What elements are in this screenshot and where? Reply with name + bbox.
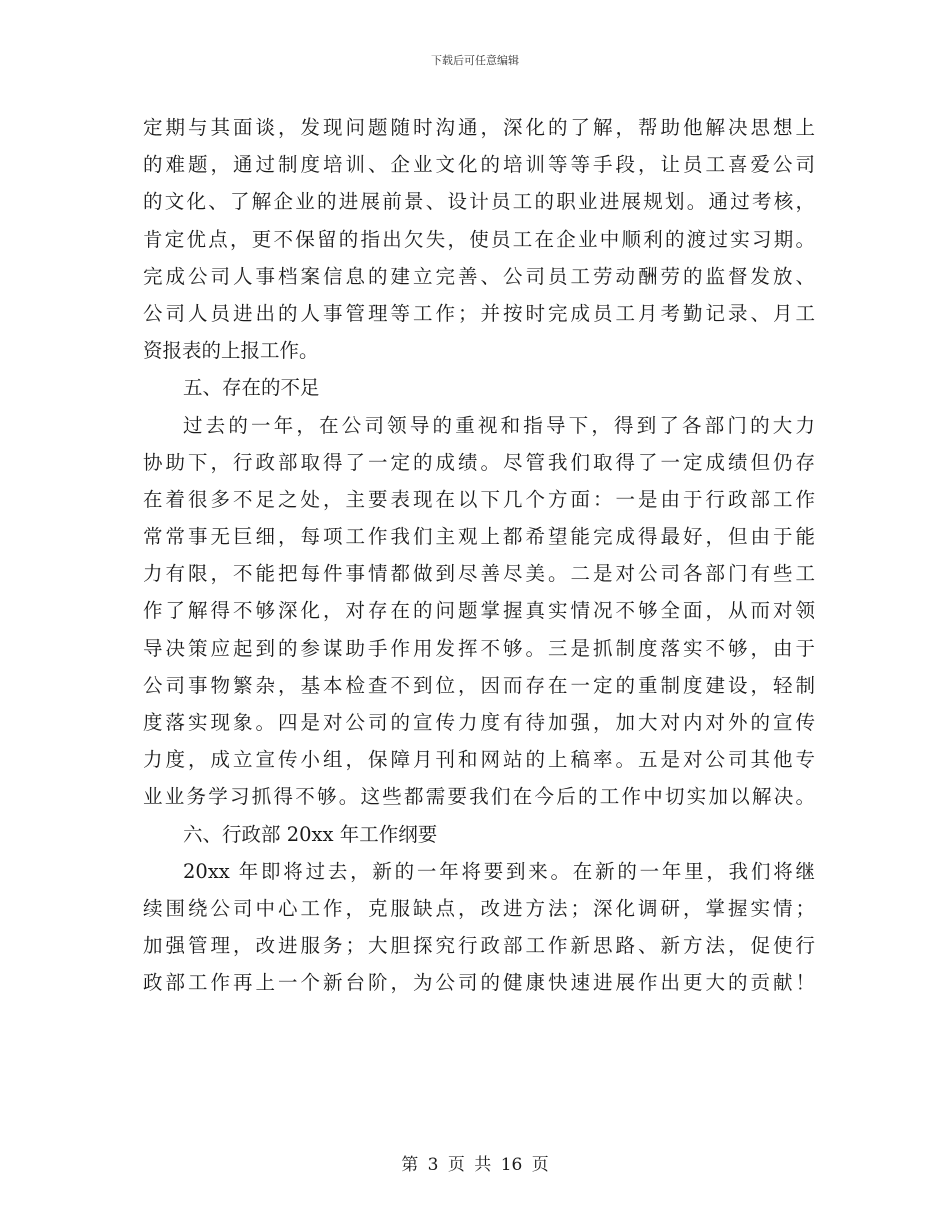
text-line: 过去的一年，在公司领导的重视和指导下，得到了各部门的大力 (183, 413, 815, 437)
text-line: 资报表的上报工作。 (143, 339, 319, 363)
text-line: 完成公司人事档案信息的建立完善、公司员工劳动酬劳的监督发放、 (143, 264, 815, 288)
text-line: 度落实现象。四是对公司的宣传力度有待加强，加大对内对外的宣传 (143, 711, 815, 734)
text-line: 肯定优点，更不保留的指出欠失，使员工在企业中顺利的渡过实习期。 (143, 227, 815, 251)
text-line: 20xx 年即将过去，新的一年将要到来。在新的一年里，我们将继 (183, 859, 815, 883)
text-line: 加强管理，改进服务；大胆探究行政部工作新思路、新方法，促使行 (143, 934, 815, 958)
text-line: 作了解得不够深化，对存在的问题掌握真实情况不够全面，从而对领 (143, 599, 815, 623)
text-line: 政部工作再上一个新台阶，为公司的健康快速进展作出更大的贡献！ (143, 971, 815, 995)
text-line: 力有限，不能把每件事情都做到尽善尽美。二是对公司各部门有些工 (143, 562, 815, 586)
text-line: 的难题，通过制度培训、企业文化的培训等等手段，让员工喜爱公司 (143, 153, 815, 177)
text-line: 六、行政部 20xx 年工作纲要 (183, 822, 438, 846)
text-line: 力度，成立宣传小组，保障月刊和网站的上稿率。五是对公司其他专 (143, 748, 815, 772)
text-line: 定期与其面谈，发现问题随时沟通，深化的了解，帮助他解决思想上 (143, 116, 815, 139)
text-line: 公司事物繁杂，基本检查不到位，因而存在一定的重制度建设，轻制 (143, 673, 815, 697)
page-footer: 第 3 页 共 16 页 (401, 1155, 549, 1175)
document-body (143, 109, 815, 1002)
text-line: 业业务学习抓得不够。这些都需要我们在今后的工作中切实加以解决。 (143, 785, 815, 809)
page-header: 下载后可任意编辑 (431, 54, 519, 67)
text-line: 五、存在的不足 (183, 376, 320, 400)
text-line: 在着很多不足之处，主要表现在以下几个方面：一是由于行政部工作 (143, 487, 815, 511)
text-line: 协助下，行政部取得了一定的成绩。尽管我们取得了一定成绩但仍存 (143, 450, 815, 474)
text-line: 导决策应起到的参谋助手作用发挥不够。三是抓制度落实不够，由于 (143, 636, 815, 660)
text-line: 的文化、了解企业的进展前景、设计员工的职业进展规划。通过考核， (143, 190, 815, 214)
text-line: 公司人员进出的人事管理等工作；并按时完成员工月考勤记录、月工 (143, 301, 815, 325)
text-line: 续围绕公司中心工作，克服缺点，改进方法；深化调研，掌握实情； (143, 896, 815, 920)
text-line: 常常事无巨细，每项工作我们主观上都希望能完成得最好，但由于能 (143, 525, 815, 549)
